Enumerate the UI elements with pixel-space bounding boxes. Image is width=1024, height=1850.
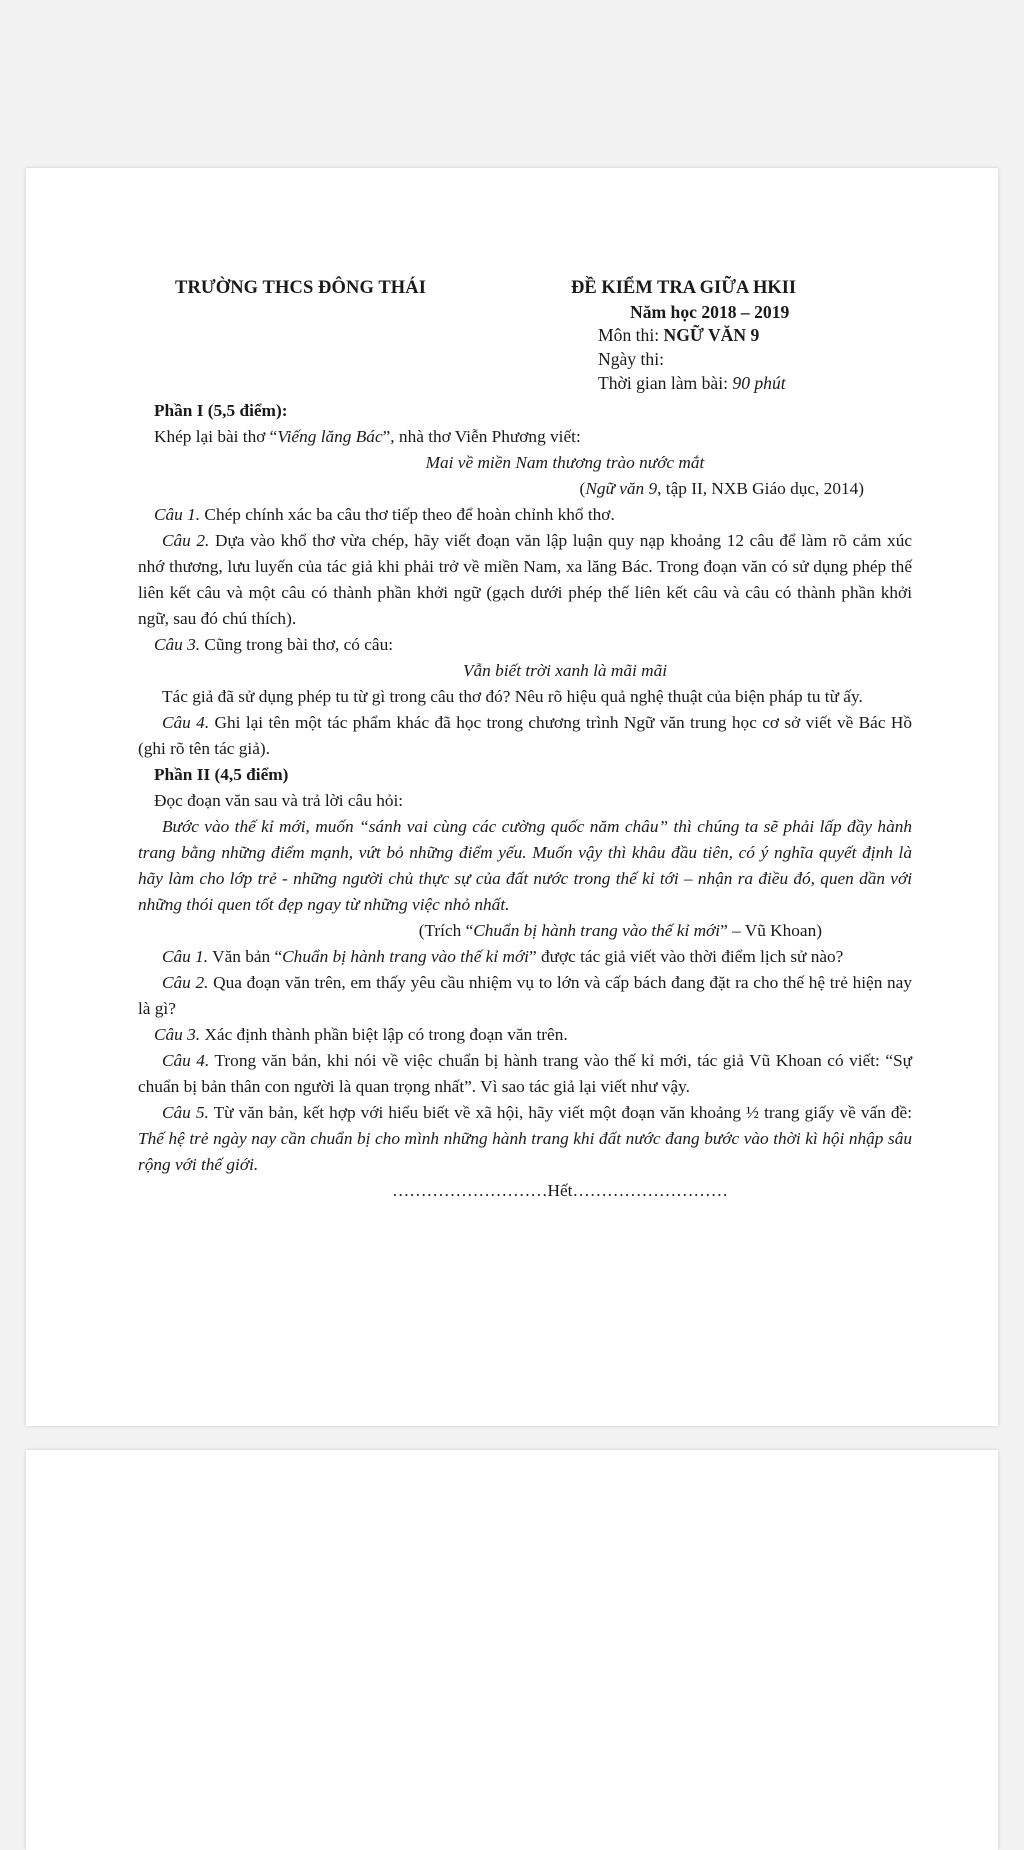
poem-source — [138, 476, 912, 502]
cite-open: (Trích “ — [418, 921, 474, 940]
part2-question-1 — [138, 944, 912, 970]
part2-question-4 — [138, 1048, 912, 1100]
poem-line: Mai về miền Nam thương trào nước mắt — [425, 453, 705, 472]
question-text: Từ văn bản, kết hợp với hiểu biết về xã hội, hãy viết một đoạn văn khoảng ½ trang giấy về vấn đề: — [208, 1103, 913, 1122]
question-label: Câu 4. — [162, 713, 210, 732]
part2-intro: Đọc đoạn văn sau và trả lời câu hỏi: — [154, 791, 404, 810]
school-name: TRƯỜNG THCS ĐÔNG THÁI — [175, 278, 427, 298]
question-text: Dựa vào khổ thơ vừa chép, hãy viết đoạn văn lập luận quy nạp khoảng 12 câu để làm rõ cảm xúc nhớ thương, lưu luyến của tác giả khi phải trở về miền Nam, xa lăng Bác. Trong đoạn văn có sử dụng phép thế liên kết câu và một câu có thành phần khởi ngữ (gạch dưới phép thế liên kết câu và câu có thành phần khởi ngữ, sau đó chú thích). — [138, 531, 913, 628]
part2-heading: Phần II (4,5 điểm) — [154, 765, 289, 784]
question-text: Trong văn bản, khi nói về việc chuẩn bị hành trang vào thế kỉ mới, tác giả Vũ Khoan có viết: “Sự chuẩn bị bản thân con người là quan trọng nhất”. Vì sao tác giả lại viết như vậy. — [138, 1051, 912, 1096]
question-text-a: Văn bản “ — [208, 947, 283, 966]
source-open: ( — [579, 479, 586, 498]
cite-title: Chuẩn bị hành trang vào thế kỉ mới — [473, 921, 721, 940]
question-text: Cũng trong bài thơ, có câu: — [200, 635, 394, 654]
part1-question-3 — [138, 632, 912, 658]
time-line — [598, 373, 786, 394]
question-topic: Thế hệ trẻ ngày nay cần chuẩn bị cho mình những hành trang khi đất nước đang bước vào thời kì hội nhập sâu rộng với thế giới. — [138, 1129, 912, 1174]
subject-line — [598, 325, 759, 346]
question-label: Câu 3. — [154, 1025, 201, 1044]
part2-question-3 — [138, 1022, 912, 1048]
passage-citation — [138, 918, 912, 944]
time-label: Thời gian làm bài: — [598, 373, 733, 393]
exam-title: ĐỀ KIỂM TRA GIỮA HKII — [571, 278, 797, 298]
subject-value: NGỮ VĂN 9 — [663, 325, 760, 345]
source-rest: , tập II, NXB Giáo dục, 2014) — [657, 479, 864, 498]
question-label: Câu 3. — [154, 635, 201, 654]
part1-question-1 — [138, 502, 912, 528]
question-text: Ghi lại tên một tác phẩm khác đã học trong chương trình Ngữ văn trung học cơ sở viết về Bác Hồ (ghi rõ tên tác giả). — [138, 713, 913, 758]
part1-question-2 — [138, 528, 912, 632]
question-label: Câu 5. — [162, 1103, 209, 1122]
question-work-title: Chuẩn bị hành trang vào thế kỉ mới — [282, 947, 529, 966]
source-book: Ngữ văn 9 — [585, 479, 658, 498]
question-label: Câu 1. — [154, 505, 201, 524]
part1-intro — [138, 424, 912, 450]
intro-text-a: Khép lại bài thơ “ — [154, 427, 278, 446]
time-value: 90 phút — [732, 373, 786, 393]
reading-passage: Bước vào thế kỉ mới, muốn “sánh vai cùng các cường quốc năm châu” thì chúng ta sẽ phải lấp đầy hành trang bằng những điểm mạnh, vứt bỏ những điểm yếu. Muốn vậy thì khâu đầu tiên, có ý nghĩa quyết định là hãy làm cho lớp trẻ - những người chủ thực sự của đất nước trong thế kỉ tới – nhận ra điều đó, quen dần với những thói quen tốt đẹp ngay từ những việc nhỏ nhất. — [138, 817, 912, 914]
question-label: Câu 4. — [162, 1051, 210, 1070]
question-text: Xác định thành phần biệt lập có trong đoạn văn trên. — [200, 1025, 568, 1044]
question-text: Chép chính xác ba câu thơ tiếp theo để hoàn chỉnh khổ thơ. — [200, 505, 615, 524]
question-label: Câu 2. — [162, 531, 210, 550]
question-label: Câu 1. — [162, 947, 209, 966]
end-marker: ………………………Hết……………………… — [391, 1181, 728, 1200]
question-label: Câu 2. — [162, 973, 209, 992]
question-text: Qua đoạn văn trên, em thấy yêu cầu nhiệm vụ to lớn và cấp bách đang đặt ra cho thế hệ trẻ hiện nay là gì? — [138, 973, 912, 1018]
question-3-follow: Tác giả đã sử dụng phép tu từ gì trong câu thơ đó? Nêu rõ hiệu quả nghệ thuật của biện pháp tu từ ấy. — [162, 687, 863, 706]
subject-label: Môn thi: — [598, 325, 664, 345]
intro-poem-title: Viếng lăng Bác — [277, 427, 383, 446]
part2-question-5 — [138, 1100, 912, 1178]
school-year: Năm học 2018 – 2019 — [630, 302, 790, 322]
document-page-2 — [26, 1450, 998, 1850]
exam-date-line: Ngày thi: — [598, 349, 664, 369]
question-3-poem: Vẫn biết trời xanh là mãi mãi — [462, 661, 668, 680]
cite-author: ” – Vũ Khoan) — [720, 921, 822, 940]
intro-text-b: ”, nhà thơ Viễn Phương viết: — [382, 427, 581, 446]
question-text-b: ” được tác giả viết vào thời điểm lịch sử nào? — [528, 947, 844, 966]
part1-heading: Phần I (5,5 điểm): — [154, 401, 288, 420]
exam-body — [138, 398, 912, 1204]
part1-question-4 — [138, 710, 912, 762]
part2-question-2 — [138, 970, 912, 1022]
document-page-1 — [26, 168, 998, 1426]
